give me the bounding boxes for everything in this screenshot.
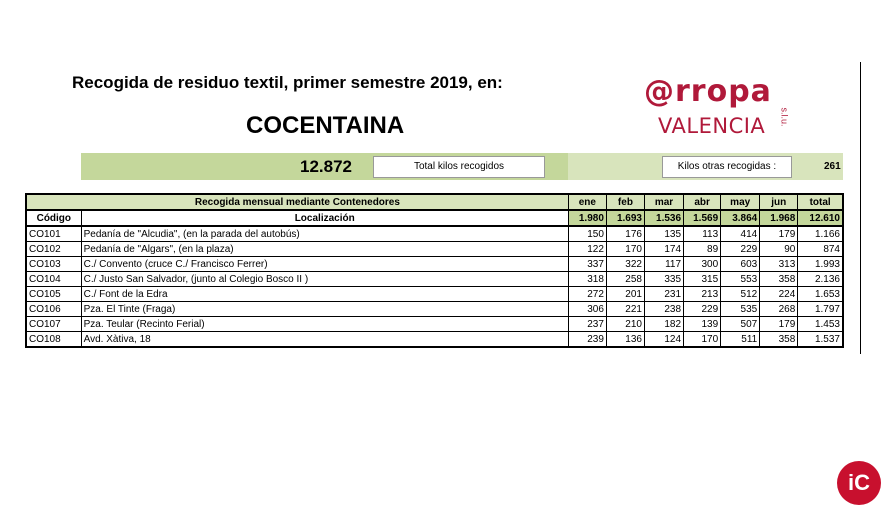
report-title: Recogida de residuo textil, primer semestre 2019, en: (72, 73, 503, 92)
row-value: 89 (684, 242, 721, 257)
page-divider-line (860, 62, 861, 354)
month-header: ene (568, 194, 606, 210)
row-value: 268 (760, 302, 798, 317)
row-value: 358 (760, 332, 798, 348)
row-location: C./ Justo San Salvador, (junto al Colegio Bosco II ) (81, 272, 568, 287)
row-value: 135 (644, 226, 683, 242)
row-value: 124 (644, 332, 683, 348)
table-row (26, 257, 843, 272)
row-value: 512 (721, 287, 760, 302)
row-value: 306 (568, 302, 606, 317)
table-row (26, 302, 843, 317)
month-header: jun (760, 194, 798, 210)
row-value: 182 (644, 317, 683, 332)
row-value: 313 (760, 257, 798, 272)
row-value: 221 (606, 302, 644, 317)
col-codigo: Código (26, 210, 81, 226)
row-value: 117 (644, 257, 683, 272)
logo-brand: @rropa (644, 74, 772, 109)
col-localizacion: Localización (81, 210, 568, 226)
row-value: 2.136 (798, 272, 843, 287)
row-value: 179 (760, 226, 798, 242)
logo-suffix: s.l.u. (779, 107, 790, 127)
row-value: 414 (721, 226, 760, 242)
month-header: abr (684, 194, 721, 210)
town-name: COCENTAINA (246, 112, 405, 139)
row-value: 210 (606, 317, 644, 332)
month-header: feb (606, 194, 644, 210)
row-location: C./ Font de la Edra (81, 287, 568, 302)
row-value: 170 (684, 332, 721, 348)
row-value: 136 (606, 332, 644, 348)
row-value: 272 (568, 287, 606, 302)
collection-table (25, 193, 844, 348)
row-location: Pedanía de "Algars", (en la plaza) (81, 242, 568, 257)
row-value: 535 (721, 302, 760, 317)
row-code: CO101 (26, 226, 81, 242)
row-value: 239 (568, 332, 606, 348)
row-location: Pza. El Tinte (Fraga) (81, 302, 568, 317)
row-location: Pedanía de "Alcudia", (en la parada del autobús) (81, 226, 568, 242)
row-value: 237 (568, 317, 606, 332)
table-row (26, 317, 843, 332)
row-code: CO108 (26, 332, 81, 348)
month-total: 3.864 (721, 210, 760, 226)
row-value: 1.653 (798, 287, 843, 302)
month-header: total (798, 194, 843, 210)
row-value: 113 (684, 226, 721, 242)
month-total: 1.968 (760, 210, 798, 226)
otras-value: 261 (824, 161, 841, 172)
table-row (26, 272, 843, 287)
row-value: 231 (644, 287, 683, 302)
row-value: 170 (606, 242, 644, 257)
month-header: mar (644, 194, 683, 210)
row-value: 238 (644, 302, 683, 317)
row-code: CO104 (26, 272, 81, 287)
table-row (26, 287, 843, 302)
logo-city: VALENCIA (658, 114, 766, 138)
row-value: 874 (798, 242, 843, 257)
table-header-row-2 (26, 210, 843, 226)
row-value: 1.166 (798, 226, 843, 242)
row-value: 358 (760, 272, 798, 287)
row-value: 150 (568, 226, 606, 242)
month-total: 1.693 (606, 210, 644, 226)
table-header-row-1 (26, 194, 843, 210)
row-value: 179 (760, 317, 798, 332)
month-total: 1.980 (568, 210, 606, 226)
row-value: 315 (684, 272, 721, 287)
row-value: 1.453 (798, 317, 843, 332)
arropa-logo (640, 74, 800, 144)
otras-label: Kilos otras recogidas : (662, 156, 792, 178)
row-value: 318 (568, 272, 606, 287)
row-value: 176 (606, 226, 644, 242)
total-kg-value: 12.872 (300, 157, 352, 176)
row-value: 603 (721, 257, 760, 272)
row-value: 229 (721, 242, 760, 257)
month-header: may (721, 194, 760, 210)
total-kg-label: Total kilos recogidos (373, 156, 545, 178)
row-value: 335 (644, 272, 683, 287)
row-value: 1.993 (798, 257, 843, 272)
row-value: 553 (721, 272, 760, 287)
table-row (26, 332, 843, 348)
row-code: CO102 (26, 242, 81, 257)
table-row (26, 242, 843, 257)
row-code: CO105 (26, 287, 81, 302)
row-value: 122 (568, 242, 606, 257)
site-badge-icon: iC (837, 461, 881, 505)
row-value: 258 (606, 272, 644, 287)
row-code: CO107 (26, 317, 81, 332)
month-total: 12.610 (798, 210, 843, 226)
month-total: 1.569 (684, 210, 721, 226)
row-location: Pza. Teular (Recinto Ferial) (81, 317, 568, 332)
row-value: 213 (684, 287, 721, 302)
row-value: 511 (721, 332, 760, 348)
row-value: 201 (606, 287, 644, 302)
row-value: 90 (760, 242, 798, 257)
row-value: 139 (684, 317, 721, 332)
row-code: CO106 (26, 302, 81, 317)
section-title: Recogida mensual mediante Contenedores (26, 194, 568, 210)
row-value: 1.797 (798, 302, 843, 317)
row-value: 224 (760, 287, 798, 302)
row-value: 1.537 (798, 332, 843, 348)
row-value: 229 (684, 302, 721, 317)
row-value: 322 (606, 257, 644, 272)
row-value: 300 (684, 257, 721, 272)
row-value: 337 (568, 257, 606, 272)
table-row (26, 226, 843, 242)
month-total: 1.536 (644, 210, 683, 226)
row-value: 174 (644, 242, 683, 257)
row-location: Avd. Xàtiva, 18 (81, 332, 568, 348)
row-location: C./ Convento (cruce C./ Francisco Ferrer) (81, 257, 568, 272)
row-value: 507 (721, 317, 760, 332)
row-code: CO103 (26, 257, 81, 272)
